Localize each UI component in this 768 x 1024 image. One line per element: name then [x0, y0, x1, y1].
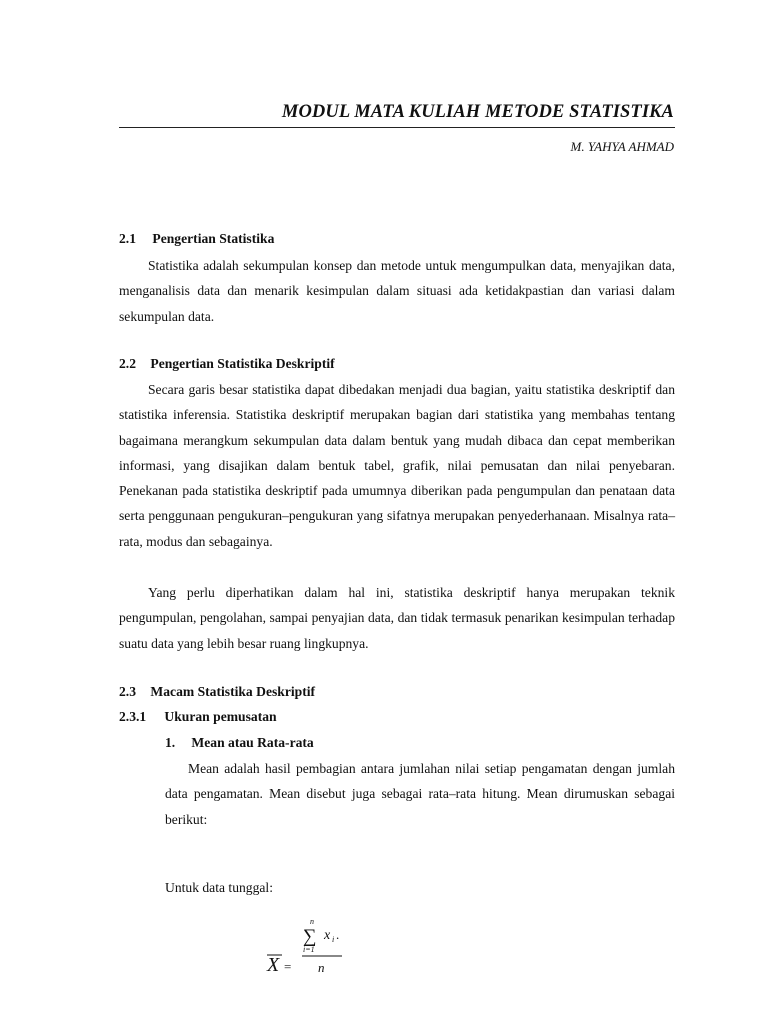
- module-title: MODUL MATA KULIAH METODE STATISTIKA: [281, 102, 674, 122]
- paragraph-descriptive-notes: Yang perlu diperhatikan dalam hal ini, statistika deskriptif hanya merupakan teknik pengumpulan, pengolahan, sampai penyajian data, dan tidak termasuk penarikan kesimpulan terhadap suatu data yang lebih besar ruang lingkupnya.: [119, 585, 675, 651]
- header-divider: [119, 127, 675, 128]
- section-heading-2-3: [119, 684, 315, 700]
- mean-formula-graphic: [262, 912, 362, 982]
- section-title: Pengertian Statistika: [152, 231, 275, 246]
- sum-lower-limit: i=1: [303, 945, 315, 954]
- mean-symbol: X: [267, 954, 280, 976]
- mean-formula: [262, 912, 362, 982]
- paragraph-definition-statistics: Statistika adalah sekumpulan konsep dan metode untuk mengumpulkan data, menyajikan data, menganalisis data dan menarik kesimpulan dalam situasi ada ketidakpastian dan variasi dalam sekumpulan data.: [119, 258, 675, 324]
- paragraph-descriptive-statistics: Secara garis besar statistika dapat dibedakan menjadi dua bagian, yaitu statistika deskriptif dan statistika inferensia. Statistika deskriptif merupakan bagian dari statistika yang membahas tentang bagaimana merangkum sekumpulan data dalam bentuk yang mudah dibaca dan cepat memberikan informasi, yang disajikan dalam bentuk tabel, grafik, nilai pemusatan dan nilai penyebaran. Penekanan pada statistika deskriptif pada umumnya diberikan pada pengumpulan dan penataan data serta penggunaan pengukuran–pengukuran yang sifatnya merupakan penyederhanaan. Misalnya rata–rata, modus dan sebagainya.: [119, 382, 675, 549]
- paragraph-mean-definition: Mean adalah hasil pembagian antara jumlahan nilai setiap pengamatan dengan jumlah data pengamatan. Mean disebut juga sebagai rata–rata hitung. Mean dirumuskan sebagai berikut:: [165, 761, 675, 827]
- section-heading-2-2: [119, 356, 335, 372]
- section-number: 2.3: [119, 684, 136, 699]
- section-title: Pengertian Statistika Deskriptif: [150, 356, 335, 371]
- section-number: 2.1: [119, 231, 136, 246]
- equals-sign: =: [284, 959, 292, 974]
- sum-upper-limit: n: [310, 917, 314, 926]
- term-subscript: i: [332, 935, 335, 944]
- denominator: n: [318, 960, 325, 975]
- section-title: Macam Statistika Deskriptif: [150, 684, 316, 699]
- single-data-label: Untuk data tunggal:: [165, 880, 273, 895]
- term-variable: x: [324, 928, 331, 943]
- subsection-title: Ukuran pemusatan: [164, 709, 277, 724]
- subsection-heading-2-3-1: [119, 709, 277, 725]
- subsection-number: 2.3.1: [119, 709, 147, 724]
- sum-symbol: ∑: [303, 926, 317, 947]
- term-suffix: .: [336, 927, 340, 942]
- list-item-title: Mean atau Rata-rata: [191, 735, 314, 750]
- section-number: 2.2: [119, 356, 136, 371]
- list-item-mean: [165, 735, 314, 751]
- author-name: M. YAHYA AHMAD: [570, 139, 674, 154]
- list-item-number: 1.: [165, 735, 176, 750]
- section-heading-2-1: [119, 231, 274, 247]
